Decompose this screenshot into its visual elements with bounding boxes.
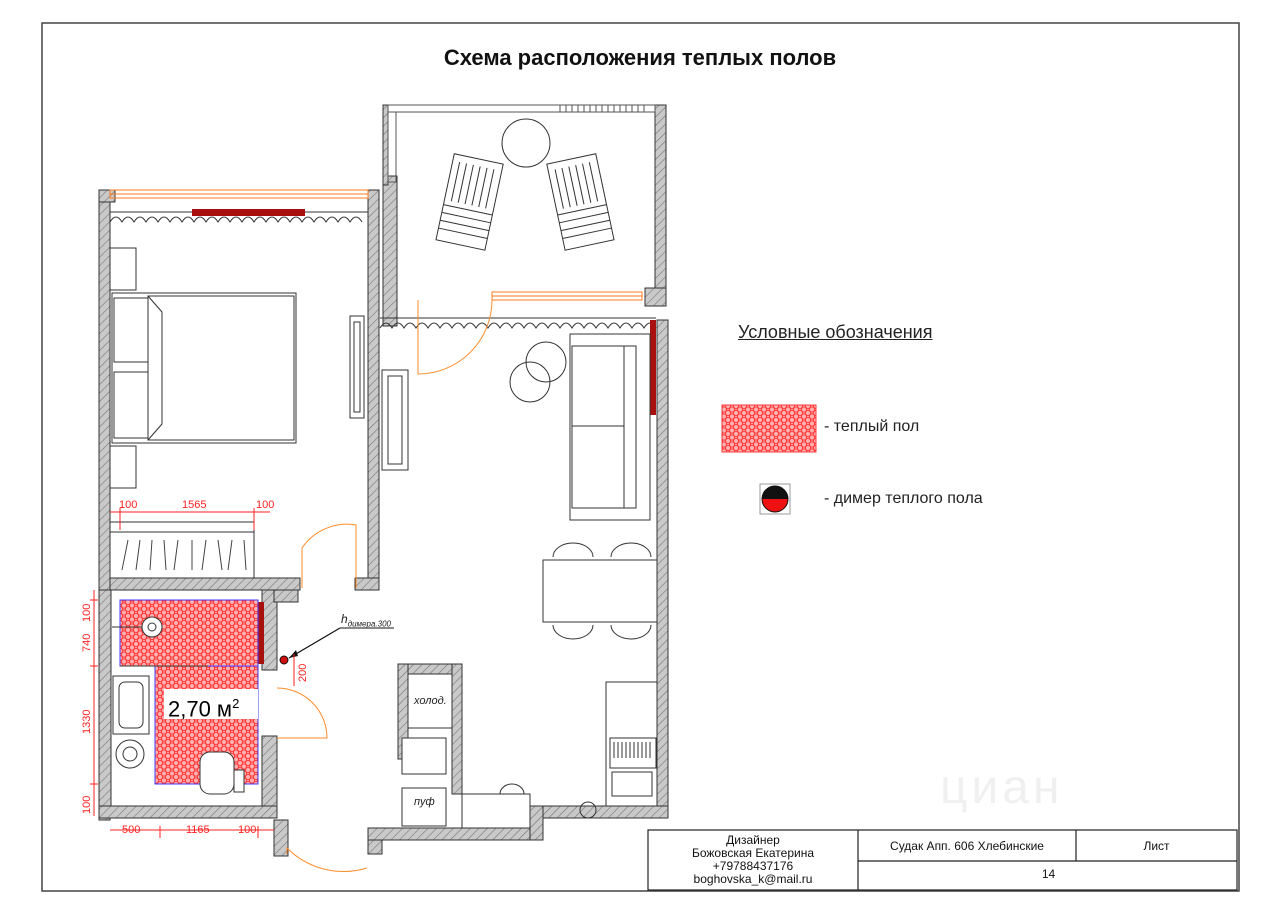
- stamp-designer-name: Божовская Екатерина: [691, 846, 814, 860]
- stamp-project: Судак Апп. 606 Хлебинские: [890, 839, 1044, 853]
- legend-dimmer-label: - димер теплого пола: [824, 490, 983, 507]
- bedroom-heater: [192, 209, 305, 216]
- stamp-designer-title: Дизайнер: [726, 833, 780, 847]
- dim-bottom-2: 1165: [186, 824, 210, 836]
- watermark: циан: [940, 761, 1064, 814]
- dimmer-height-h: h: [341, 612, 348, 626]
- stamp-sheet-label: Лист: [1143, 839, 1170, 853]
- legend-heading: Условные обозначения: [738, 322, 933, 342]
- bathroom-area-value: 2,70 м: [168, 696, 233, 722]
- dim-left-3: 1330: [81, 709, 93, 734]
- legend-warm-floor-label: - теплый пол: [824, 418, 920, 435]
- dim-left-1: 100: [81, 603, 93, 622]
- dim-top-3: 100: [256, 499, 275, 511]
- dim-top-2: 1565: [182, 499, 207, 511]
- dimmer-height-label: [341, 612, 391, 628]
- dim-dimmer: 200: [297, 663, 309, 682]
- living-heater: [650, 320, 656, 415]
- wardrobe: [110, 522, 254, 578]
- pouf-label: пуф: [414, 796, 435, 808]
- stamp-sheet-number: 14: [1041, 867, 1056, 881]
- legend-dimmer-symbol: [760, 484, 790, 514]
- bathroom-heater: [258, 602, 264, 664]
- warm-floor-zone: [120, 600, 258, 666]
- dimmer-height-sub: димера.300: [347, 619, 391, 629]
- page-title: Схема расположения теплых полов: [443, 45, 837, 70]
- bathroom-area-label: [164, 689, 258, 722]
- dimmer-on-plan: [280, 656, 288, 664]
- dim-bottom-3: 100: [238, 824, 257, 836]
- bathroom-area-sup: 2: [232, 696, 240, 711]
- dim-left-4: 100: [81, 795, 93, 814]
- stamp-designer-phone: +79788437176: [712, 859, 794, 873]
- fridge-label: холод.: [414, 695, 447, 707]
- stamp-designer-email: boghovska_k@mail.ru: [693, 872, 813, 886]
- legend-warm-floor-swatch: [722, 405, 816, 452]
- dim-top-1: 100: [119, 499, 138, 511]
- stamp-designer: [650, 834, 856, 886]
- dim-left-2: 740: [81, 633, 93, 652]
- dim-bottom-1: 500: [122, 824, 141, 836]
